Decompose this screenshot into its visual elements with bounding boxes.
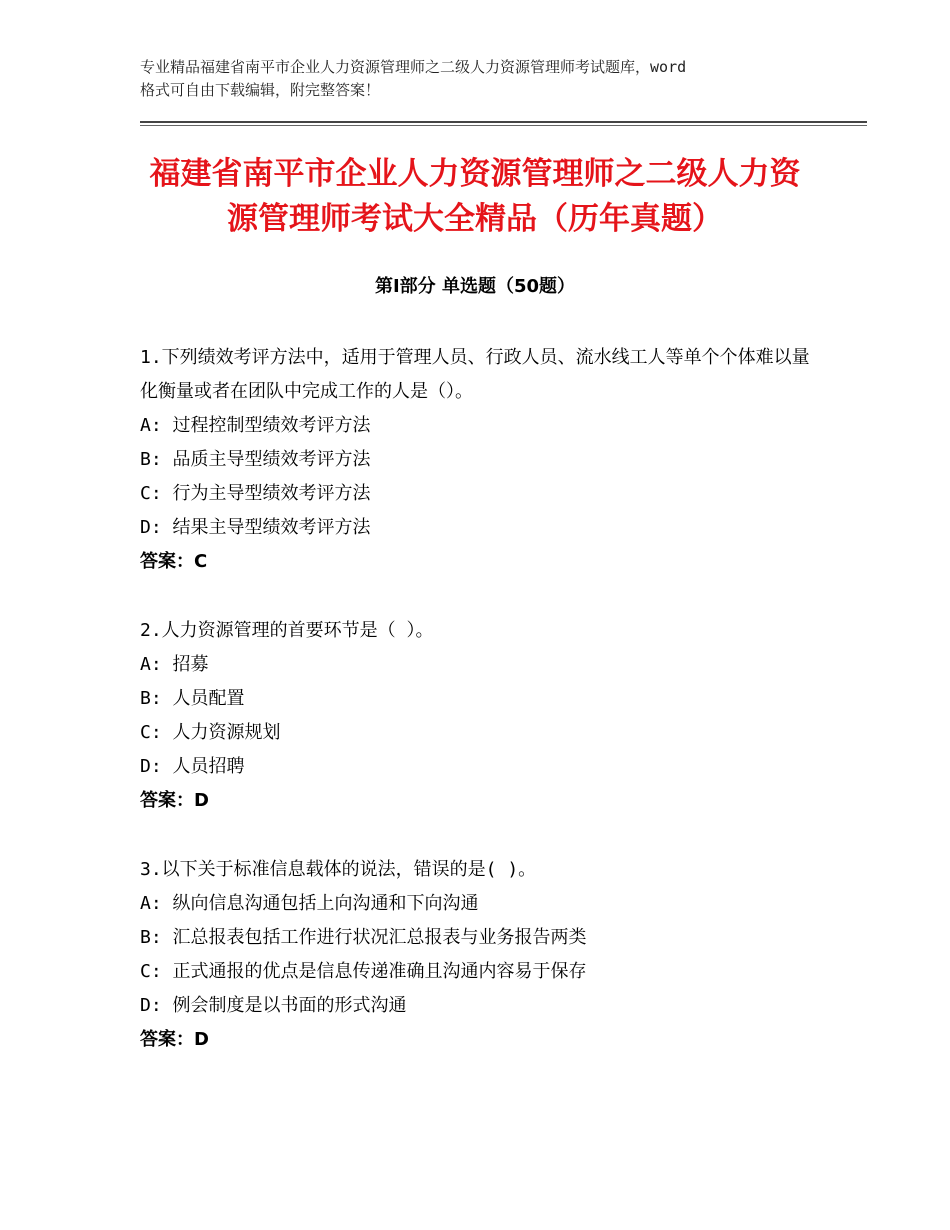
option-c: C: 正式通报的优点是信息传递准确且沟通内容易于保存 [140,961,587,982]
document-title: 福建省南平市企业人力资源管理师之二级人力资源管理师考试大全精品（历年真题） [149,156,801,237]
answer: 答案：D [140,790,209,811]
question-2 [140,614,820,818]
question-stem: 1.下列绩效考评方法中，适用于管理人员、行政人员、流水线工人等单个个体难以量化衡量或者在团队中完成工作的人是（）。 [140,347,810,402]
question-stem: 2.人力资源管理的首要环节是（ ）。 [140,620,434,641]
option-a: A: 招募 [140,654,209,675]
header-divider-thin [140,125,867,126]
answer: 答案：D [140,1029,209,1050]
question-1 [140,341,820,579]
option-a: A: 过程控制型绩效考评方法 [140,415,371,436]
option-d: D: 结果主导型绩效考评方法 [140,517,371,538]
header-note: 专业精品福建省南平市企业人力资源管理师之二级人力资源管理师考试题库，word 格式可自由下载编辑，附完整答案！ [140,58,687,99]
section-heading: 第Ⅰ部分 单选题（50题） [374,276,575,297]
option-c: C: 人力资源规划 [140,722,281,743]
question-3 [140,853,820,1057]
option-c: C: 行为主导型绩效考评方法 [140,483,371,504]
question-stem: 3.以下关于标准信息载体的说法，错误的是( )。 [140,859,537,880]
option-b: B: 汇总报表包括工作进行状况汇总报表与业务报告两类 [140,927,587,948]
answer: 答案：C [140,551,208,572]
option-b: B: 品质主导型绩效考评方法 [140,449,371,470]
option-b: B: 人员配置 [140,688,245,709]
option-a: A: 纵向信息沟通包括上向沟通和下向沟通 [140,893,479,914]
option-d: D: 人员招聘 [140,756,245,777]
option-d: D: 例会制度是以书面的形式沟通 [140,995,407,1016]
header-divider-thick [140,121,867,123]
